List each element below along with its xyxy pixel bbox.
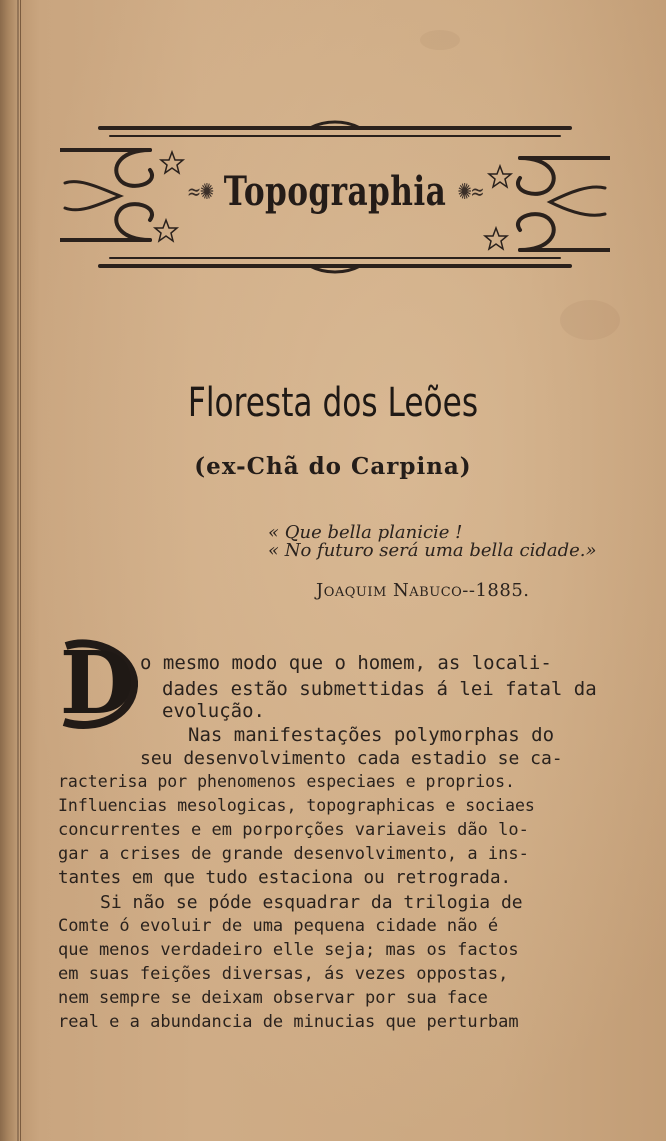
body-line: racterisa por phenomenos especiaes e proprios. — [58, 772, 515, 791]
article-subtitle: (ex-Chã do Carpina) — [194, 453, 472, 480]
drop-cap-letter: D — [59, 633, 135, 734]
flourish-icon: ✺≈ — [457, 180, 484, 205]
paper-stain — [560, 300, 620, 340]
article-title: Floresta dos Leões — [187, 380, 479, 426]
body-line: Influencias mesologicas, topographicas e sociaes — [58, 796, 535, 815]
flourish-icon: ≈✺ — [186, 180, 213, 205]
section-banner — [60, 118, 610, 288]
body-line: gar a crises de grande desenvolvimento, a ins- — [58, 844, 529, 864]
body-line: Nas manifestações polymorphas do — [188, 724, 555, 746]
body-line: nem sempre se deixam observar por sua face — [58, 988, 488, 1008]
body-line: real e a abundancia de minucias que perturbam — [58, 1012, 519, 1032]
body-line: que menos verdadeiro elle seja; mas os factos — [58, 940, 519, 960]
body-line: Comte ó evoluir de uma pequena cidade não é — [58, 916, 499, 936]
body-line: concurrentes e em porporções variaveis dão lo- — [58, 820, 529, 840]
body-line: seu desenvolvimento cada estadio se ca- — [140, 748, 563, 769]
section-title-text: Topographia — [223, 168, 447, 215]
body-line: dades estão submettidas á lei fatal da — [162, 678, 597, 700]
body-line: Si não se póde esquadrar da trilogia de — [100, 892, 523, 913]
paper-stain — [420, 30, 460, 50]
spine-edge — [17, 0, 19, 1141]
body-line: em suas feições diversas, ás vezes oppostas, — [58, 964, 509, 984]
body-line: tantes em que tudo estaciona ou retrograda. — [58, 868, 512, 888]
epigraph-line-2: « No futuro será uma bella cidade.» — [268, 540, 597, 561]
epigraph-line-1: « Que bella planicie ! — [268, 522, 463, 543]
drop-cap — [56, 633, 138, 734]
body-line: evolução. — [162, 700, 265, 722]
section-title — [121, 168, 550, 215]
body-line: o mesmo modo que o homem, as locali- — [140, 652, 552, 674]
epigraph-attribution: Joaquim Nabuco--1885. — [316, 580, 530, 601]
